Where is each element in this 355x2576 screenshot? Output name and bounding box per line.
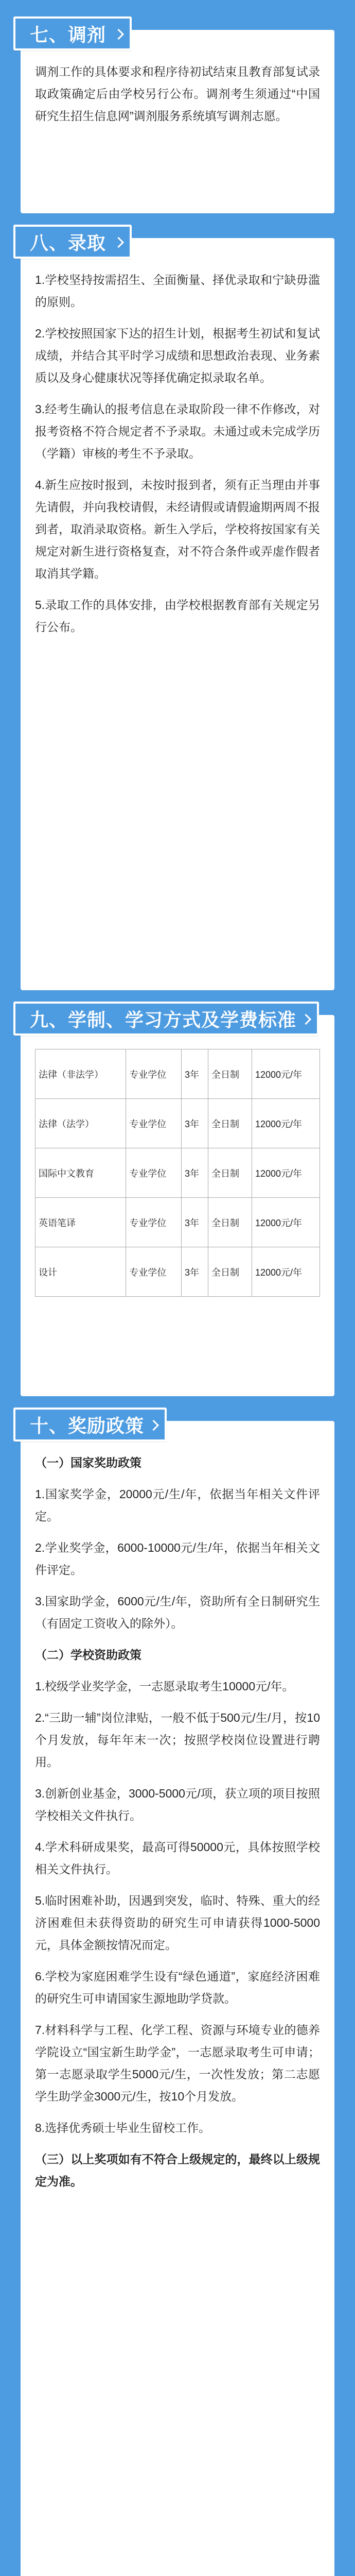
paragraph: 4.学术科研成果奖，最高可得50000元，具体按照学校相关文件执行。 — [35, 1840, 320, 1876]
paragraph: 3.创新创业基金，3000-5000元/项，获立项的项目按照学校相关文件执行。 — [35, 1787, 320, 1822]
section-header — [13, 16, 132, 50]
paragraph: 2.学校按照国家下达的招生计划，根据考生初试和复试成绩，并结合其平时学习成绩和思想政治表现、业务素质以及身心健康状况等择优确定拟录取名单。 — [35, 327, 320, 384]
paragraph: （二）学校资助政策 — [35, 1648, 141, 1662]
paragraph: 4.新生应按时报到，未按时报到者，须有正当理由并事先请假，并向我校请假，未经请假或请假逾期两周不报到者，取消录取资格。新生入学后，学校将按国家有关规定对新生进行资格复查，对不符合条件或弄虚作假者取消其学籍。 — [35, 478, 320, 580]
paragraph: 7.材料科学与工程、化学工程、资源与环境专业的德养学院设立“国宝新生助学金”，一志愿录取考生可申请；第一志愿录取学生5000元/生，一次性发放；第二志愿学生助学金3000元/生，按10个月发放。 — [35, 2023, 320, 2103]
table-row: 法律（非法学） 专业学位 3年 全日制 12000元/年 — [36, 1049, 320, 1099]
paragraph: 5.录取工作的具体安排，由学校根据教育部有关规定另行公布。 — [35, 598, 320, 634]
paragraph: 1.校级学业奖学金，一志愿录取考生10000元/年。 — [35, 1680, 294, 1693]
section-adjustment — [21, 24, 334, 213]
table-row: 设计 专业学位 3年 全日制 12000元/年 — [36, 1247, 320, 1297]
section-header — [13, 225, 132, 259]
paragraph: 8.选择优秀硕士毕业生留校工作。 — [35, 2121, 211, 2134]
section-title: 十、奖励政策 — [30, 1415, 145, 1436]
section-tuition — [21, 1009, 334, 1396]
paragraph: 1.国家奖学金，20000元/生/年，依据当年相关文件评定。 — [35, 1487, 320, 1523]
paragraph: 调剂工作的具体要求和程序待初试结束且教育部复试录取政策确定后由学校另行公布。调剂考生须通过“中国研究生招生信息网”调剂服务系统填写调剂志愿。 — [35, 65, 320, 123]
paragraph: 3.国家助学金，6000元/生/年，资助所有全日制研究生（有固定工资收入的除外）。 — [35, 1595, 320, 1630]
table-row: 国际中文教育 专业学位 3年 全日制 12000元/年 — [36, 1148, 320, 1198]
paragraph: 5.临时困难补助，因遇到突发，临时、特殊、重大的经济困难但未获得资助的研究生可申请获得1000-5000元，具体金额按情况而定。 — [35, 1894, 320, 1952]
paragraph: 2.“三助一辅”岗位津贴，一般不低于500元/生/月，按10个月发放，每年年末一次；按照学校岗位设置进行聘用。 — [35, 1711, 320, 1769]
section-admission — [21, 232, 334, 990]
table-row: 法律（法学） 专业学位 3年 全日制 12000元/年 — [36, 1099, 320, 1148]
tuition-table — [35, 1049, 320, 1297]
paragraph: 3.经考生确认的报考信息在录取阶段一律不作修改，对报考资格不符合规定者不予录取。未通过或未完成学历（学籍）审核的考生不予录取。 — [35, 402, 320, 460]
section-header — [13, 1002, 319, 1036]
paragraph: （一）国家奖助政策 — [35, 1456, 141, 1469]
paragraph: （三）以上奖项如有不符合上级规定的，最终以上级规定为准。 — [35, 2153, 320, 2188]
table-row: 英语笔译 专业学位 3年 全日制 12000元/年 — [36, 1198, 320, 1247]
section-title: 七、调剂 — [30, 24, 106, 45]
section-title: 八、录取 — [30, 232, 106, 253]
section-title: 九、学制、学习方式及学费标准 — [30, 1009, 297, 1030]
paragraph: 2.学业奖学金，6000-10000元/生/年，依据当年相关文件评定。 — [35, 1541, 320, 1577]
section-scholarships — [21, 1415, 334, 2576]
paragraph: 6.学校为家庭困难学生设有“绿色通道”，家庭经济困难的研究生可申请国家生源地助学贷款。 — [35, 1970, 320, 2005]
section-header — [13, 1408, 167, 1442]
paragraph: 1.学校坚持按需招生、全面衡量、择优录取和宁缺毋滥的原则。 — [35, 273, 320, 309]
